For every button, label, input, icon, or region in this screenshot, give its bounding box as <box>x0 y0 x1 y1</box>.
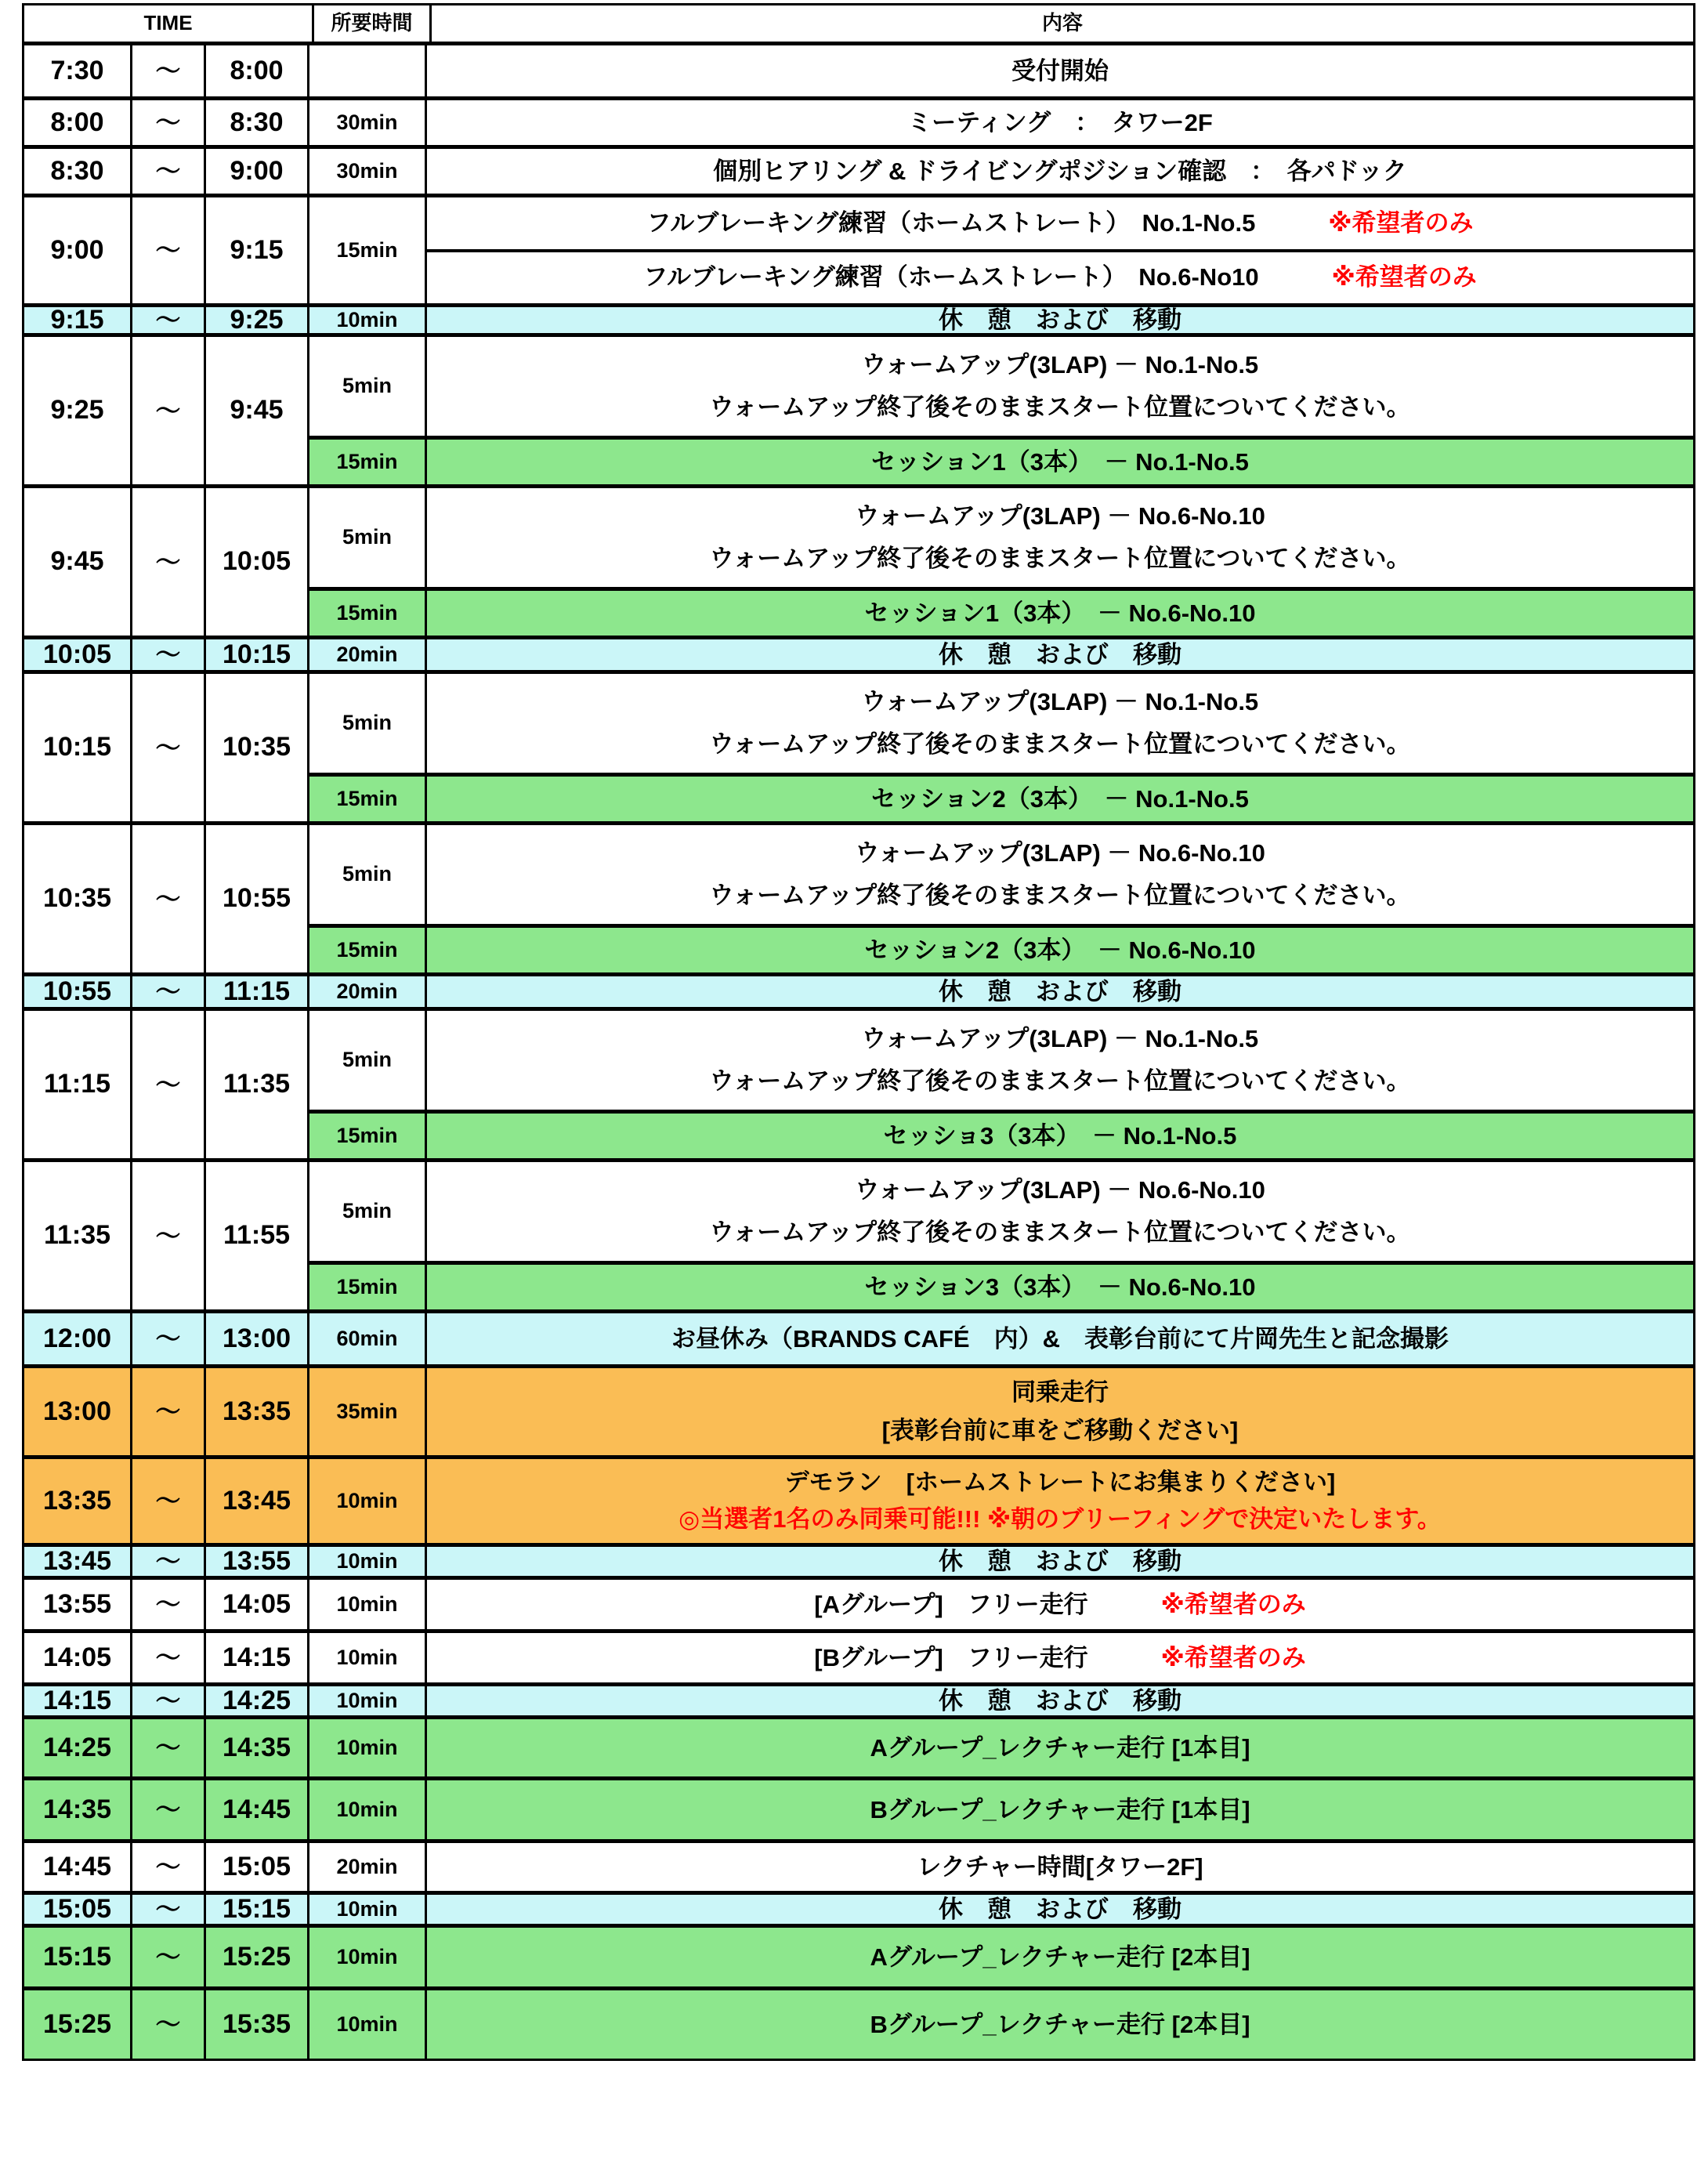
end-time-cell: 13:00 <box>206 1313 309 1364</box>
text-segment: [表彰台前に車をご移動ください] <box>881 1417 1239 1445</box>
end-time-cell: 15:25 <box>206 1928 309 1986</box>
content-cell <box>427 1843 1693 1891</box>
content-cell <box>427 1719 1693 1776</box>
duration-cell: 10min <box>309 1780 427 1839</box>
content-cell <box>427 45 1693 96</box>
content-line <box>427 448 1693 476</box>
start-time-cell: 10:05 <box>24 639 132 670</box>
end-time-cell: 10:15 <box>206 639 309 670</box>
schedule-row <box>24 670 1693 821</box>
duration-cell: 5min <box>309 1011 427 1110</box>
header-time: TIME <box>24 5 314 42</box>
start-time-cell: 10:15 <box>24 674 132 821</box>
content-subrow <box>309 1110 1693 1158</box>
duration-content-column <box>309 1162 1693 1309</box>
text-segment: フルブレーキング練習（ホームストレート） No.6-No10 <box>643 263 1332 292</box>
content-line <box>427 502 1693 531</box>
content-line <box>427 1468 1693 1497</box>
start-time-cell: 11:35 <box>24 1162 132 1309</box>
text-segment: セッション1（3本） － No.1-No.5 <box>871 447 1249 476</box>
duration-cell: 5min <box>309 488 427 587</box>
tilde-separator: ～ <box>132 1547 206 1576</box>
content-cell <box>427 307 1693 333</box>
tilde-separator: ～ <box>132 1162 206 1309</box>
start-time-cell: 12:00 <box>24 1313 132 1364</box>
content-subrow <box>427 197 1693 249</box>
duration-cell: 10min <box>309 307 427 333</box>
tilde-separator: ～ <box>132 976 206 1007</box>
content-subrow <box>309 674 1693 773</box>
tilde-separator: ～ <box>132 100 206 145</box>
text-segment: お昼休み（BRANDS CAFÉ 内）& 表彰台前にて片岡先生と記念撮影 <box>671 1324 1449 1353</box>
duration-cell: 10min <box>309 1547 427 1576</box>
end-time-cell: 14:25 <box>206 1686 309 1715</box>
content-cell <box>427 1990 1693 2059</box>
end-time-cell: 10:55 <box>206 825 309 972</box>
content-cell <box>427 777 1693 821</box>
text-segment: 休 憩 および 移動 <box>939 1686 1181 1715</box>
schedule-row <box>24 96 1693 145</box>
duration-cell: 10min <box>309 1990 427 2059</box>
duration-cell <box>309 45 427 96</box>
content-subrow <box>309 924 1693 972</box>
content-line <box>427 1176 1693 1204</box>
note-red: ◎当選者1名のみ同乗可能!!! ※朝のブリーフィングで決定いたします。 <box>678 1505 1442 1534</box>
duration-cell: 10min <box>309 1895 427 1924</box>
content-line <box>427 2011 1693 2039</box>
content-line <box>427 306 1693 335</box>
schedule-row <box>24 1158 1693 1309</box>
schedule-row <box>24 1839 1693 1891</box>
content-subrow <box>309 436 1693 484</box>
duration-content-column <box>309 488 1693 636</box>
duration-cell: 15min <box>309 928 427 972</box>
duration-content-column <box>309 337 1693 484</box>
start-time-cell: 13:55 <box>24 1580 132 1629</box>
schedule-row <box>24 1715 1693 1776</box>
content-subrow <box>309 773 1693 821</box>
text-segment: 休 憩 および 移動 <box>939 306 1181 334</box>
content-cell <box>427 1928 1693 1986</box>
schedule-rows <box>24 42 1693 2059</box>
content-line <box>427 730 1693 759</box>
note-red: ※希望者のみ <box>1331 263 1477 292</box>
schedule-row <box>24 42 1693 96</box>
tilde-separator: ～ <box>132 1928 206 1986</box>
text-segment: 同乗走行 <box>1011 1378 1109 1407</box>
text-segment: [Bグループ] フリー走行 <box>814 1643 1161 1671</box>
duration-cell: 15min <box>309 440 427 484</box>
text-segment: ウォームアップ終了後そのままスタート位置についてください。 <box>709 1219 1411 1247</box>
tilde-separator: ～ <box>132 1368 206 1455</box>
content-subrow <box>309 1162 1693 1261</box>
text-segment: ミーティング ： タワー2F <box>907 108 1213 136</box>
content-line <box>427 1853 1693 1881</box>
text-segment: 受付開始 <box>1011 56 1109 85</box>
duration-cell: 5min <box>309 825 427 924</box>
duration-cell: 35min <box>309 1368 427 1455</box>
text-segment: ウォームアップ終了後そのままスタート位置についてください。 <box>709 730 1411 759</box>
content-line <box>427 1644 1693 1672</box>
start-time-cell: 9:45 <box>24 488 132 636</box>
note-red: ※希望者のみ <box>1160 1590 1306 1618</box>
duration-cell: 20min <box>309 1843 427 1891</box>
content-cell <box>427 1313 1693 1364</box>
tilde-separator: ～ <box>132 488 206 636</box>
tilde-separator: ～ <box>132 1895 206 1924</box>
content-line <box>427 1591 1693 1619</box>
duration-cell: 15min <box>309 777 427 821</box>
schedule-row <box>24 1629 1693 1682</box>
content-line <box>427 109 1693 137</box>
text-segment: 休 憩 および 移動 <box>939 640 1181 668</box>
schedule-row <box>24 1776 1693 1839</box>
content-line <box>427 57 1693 85</box>
tilde-separator: ～ <box>132 1633 206 1682</box>
content-line <box>427 785 1693 813</box>
content-line <box>427 1896 1693 1924</box>
duration-cell: 30min <box>309 149 427 194</box>
text-segment: ウォームアップ終了後そのままスタート位置についてください。 <box>709 393 1411 422</box>
start-time-cell: 9:25 <box>24 337 132 484</box>
end-time-cell: 14:45 <box>206 1780 309 1839</box>
schedule-row <box>24 1364 1693 1455</box>
content-line <box>427 641 1693 669</box>
duration-content-column <box>309 825 1693 972</box>
end-time-cell: 9:45 <box>206 337 309 484</box>
schedule-row <box>24 1007 1693 1158</box>
text-segment: Aグループ_レクチャー走行 [2本目] <box>870 1943 1250 1971</box>
end-time-cell: 13:45 <box>206 1459 309 1543</box>
duration-cell: 5min <box>309 337 427 436</box>
content-line <box>427 1417 1693 1445</box>
text-segment: ウォームアップ(3LAP) － No.1-No.5 <box>861 1025 1259 1053</box>
header-row <box>24 5 1693 42</box>
tilde-separator: ～ <box>132 674 206 821</box>
content-cell <box>427 1114 1693 1158</box>
end-time-cell: 14:15 <box>206 1633 309 1682</box>
schedule-row <box>24 145 1693 194</box>
duration-cell: 10min <box>309 1580 427 1629</box>
duration-cell: 10min <box>309 1719 427 1776</box>
text-segment: レクチャー時間[タワー2F] <box>917 1852 1203 1881</box>
content-cell <box>427 1162 1693 1261</box>
start-time-cell: 15:15 <box>24 1928 132 1986</box>
content-cell <box>427 252 1693 304</box>
tilde-separator: ～ <box>132 825 206 972</box>
duration-cell: 15min <box>309 591 427 636</box>
duration-cell: 10min <box>309 1686 427 1715</box>
schedule-row <box>24 1455 1693 1543</box>
content-line <box>427 158 1693 186</box>
end-time-cell: 15:05 <box>206 1843 309 1891</box>
start-time-cell: 14:15 <box>24 1686 132 1715</box>
end-time-cell: 9:25 <box>206 307 309 333</box>
content-line <box>427 936 1693 965</box>
content-line <box>427 1025 1693 1053</box>
content-cell <box>427 1895 1693 1924</box>
schedule-row <box>24 194 1693 303</box>
start-time-cell: 15:05 <box>24 1895 132 1924</box>
tilde-separator: ～ <box>132 1313 206 1364</box>
tilde-separator: ～ <box>132 1719 206 1776</box>
start-time-cell: 9:00 <box>24 197 132 303</box>
text-segment: ウォームアップ終了後そのままスタート位置についてください。 <box>709 882 1411 910</box>
end-time-cell: 13:35 <box>206 1368 309 1455</box>
text-segment: ウォームアップ(3LAP) － No.6-No.10 <box>855 1176 1265 1204</box>
tilde-separator: ～ <box>132 1780 206 1839</box>
content-subrow <box>309 825 1693 924</box>
note-red: ※希望者のみ <box>1328 208 1474 237</box>
content-cell <box>427 100 1693 145</box>
text-segment: 個別ヒアリング & ドライビングポジション確認 ： 各パドック <box>713 157 1407 185</box>
content-line <box>427 1378 1693 1407</box>
end-time-cell: 10:35 <box>206 674 309 821</box>
duration-cell: 15min <box>309 197 427 303</box>
tilde-separator: ～ <box>132 1011 206 1158</box>
duration-cell: 15min <box>309 1265 427 1309</box>
content-line <box>427 599 1693 628</box>
content-cell <box>427 1633 1693 1682</box>
content-line <box>427 1067 1693 1095</box>
text-segment: Bグループ_レクチャー走行 [2本目] <box>870 2010 1250 2038</box>
duration-content-column <box>309 1011 1693 1158</box>
content-cell <box>427 1580 1693 1629</box>
text-segment: デモラン [ホームストレートにお集まりください] <box>784 1468 1336 1496</box>
content-line <box>427 1796 1693 1824</box>
tilde-separator: ～ <box>132 149 206 194</box>
duration-cell: 5min <box>309 674 427 773</box>
start-time-cell: 8:00 <box>24 100 132 145</box>
text-segment: 休 憩 および 移動 <box>939 1895 1181 1923</box>
end-time-cell: 11:55 <box>206 1162 309 1309</box>
end-time-cell: 14:05 <box>206 1580 309 1629</box>
text-segment: Aグループ_レクチャー走行 [1本目] <box>870 1733 1250 1762</box>
content-cell <box>427 197 1693 249</box>
content-subrow <box>309 1011 1693 1110</box>
content-subrow <box>309 488 1693 587</box>
text-segment: ウォームアップ(3LAP) － No.1-No.5 <box>861 688 1259 716</box>
content-line <box>427 393 1693 422</box>
content-line <box>427 688 1693 716</box>
schedule-row <box>24 1682 1693 1715</box>
start-time-cell: 10:35 <box>24 825 132 972</box>
content-cell <box>427 591 1693 636</box>
tilde-separator: ～ <box>132 1686 206 1715</box>
schedule-row <box>24 1924 1693 1986</box>
content-cell <box>427 1368 1693 1455</box>
content-subrow <box>427 249 1693 304</box>
content-line <box>427 1734 1693 1762</box>
end-time-cell: 15:15 <box>206 1895 309 1924</box>
content-line <box>427 839 1693 867</box>
end-time-cell: 9:15 <box>206 197 309 303</box>
text-segment: ウォームアップ(3LAP) － No.6-No.10 <box>855 502 1265 531</box>
duration-cell: 30min <box>309 100 427 145</box>
note-red: ※希望者のみ <box>1160 1643 1306 1671</box>
end-time-cell: 9:00 <box>206 149 309 194</box>
tilde-separator: ～ <box>132 307 206 333</box>
schedule-row <box>24 1309 1693 1364</box>
tilde-separator: ～ <box>132 1459 206 1543</box>
tilde-separator: ～ <box>132 1580 206 1629</box>
duration-cell: 20min <box>309 639 427 670</box>
text-segment: フルブレーキング練習（ホームストレート） No.1-No.5 <box>646 208 1329 237</box>
schedule-row <box>24 1891 1693 1924</box>
content-cell <box>427 928 1693 972</box>
content-line <box>427 263 1693 292</box>
text-segment: ウォームアップ(3LAP) － No.1-No.5 <box>861 351 1259 379</box>
start-time-cell: 7:30 <box>24 45 132 96</box>
text-segment: セッション2（3本） － No.1-No.5 <box>871 784 1249 813</box>
end-time-cell: 8:00 <box>206 45 309 96</box>
start-time-cell: 13:00 <box>24 1368 132 1455</box>
content-subrow <box>309 1261 1693 1309</box>
content-cell <box>427 1459 1693 1543</box>
content-cell <box>427 1780 1693 1839</box>
content-cell <box>427 639 1693 670</box>
content-line <box>427 1219 1693 1247</box>
content-line <box>427 1273 1693 1302</box>
schedule-row <box>24 303 1693 333</box>
tilde-separator: ～ <box>132 197 206 303</box>
start-time-cell: 10:55 <box>24 976 132 1007</box>
duration-content-column <box>309 674 1693 821</box>
content-cell <box>427 674 1693 773</box>
text-segment: ウォームアップ(3LAP) － No.6-No.10 <box>855 839 1265 867</box>
content-cell <box>427 1686 1693 1715</box>
text-segment: ウォームアップ終了後そのままスタート位置についてください。 <box>709 545 1411 573</box>
end-time-cell: 15:35 <box>206 1990 309 2059</box>
duration-cell: 10min <box>309 1633 427 1682</box>
tilde-separator: ～ <box>132 1990 206 2059</box>
tilde-separator: ～ <box>132 45 206 96</box>
end-time-cell: 11:35 <box>206 1011 309 1158</box>
duration-cell: 15min <box>309 1114 427 1158</box>
duration-cell: 60min <box>309 1313 427 1364</box>
schedule-row <box>24 972 1693 1007</box>
start-time-cell: 14:25 <box>24 1719 132 1776</box>
content-cell <box>427 1011 1693 1110</box>
schedule-row <box>24 1576 1693 1629</box>
start-time-cell: 14:45 <box>24 1843 132 1891</box>
content-cell <box>427 1547 1693 1576</box>
text-segment: 休 憩 および 移動 <box>939 977 1181 1005</box>
start-time-cell: 14:35 <box>24 1780 132 1839</box>
start-time-cell: 8:30 <box>24 149 132 194</box>
content-cell <box>427 825 1693 924</box>
content-line <box>427 1548 1693 1576</box>
schedule-row <box>24 484 1693 636</box>
start-time-cell: 13:35 <box>24 1459 132 1543</box>
content-column <box>427 197 1693 303</box>
header-duration: 所要時間 <box>314 5 432 42</box>
content-cell <box>427 976 1693 1007</box>
schedule-row <box>24 1986 1693 2059</box>
tilde-separator: ～ <box>132 1843 206 1891</box>
text-segment: Bグループ_レクチャー走行 [1本目] <box>870 1795 1250 1823</box>
content-subrow <box>309 587 1693 636</box>
content-cell <box>427 488 1693 587</box>
header-content: 内容 <box>1041 11 1083 35</box>
content-line <box>427 1325 1693 1353</box>
duration-cell: 5min <box>309 1162 427 1261</box>
text-segment: セッショ3（3本） － No.1-No.5 <box>883 1121 1237 1150</box>
content-cell <box>427 337 1693 436</box>
content-line <box>427 351 1693 379</box>
tilde-separator: ～ <box>132 337 206 484</box>
content-line <box>427 545 1693 573</box>
content-line <box>427 978 1693 1006</box>
end-time-cell: 14:35 <box>206 1719 309 1776</box>
text-segment: 休 憩 および 移動 <box>939 1547 1181 1575</box>
text-segment: セッション2（3本） － No.6-No.10 <box>864 936 1256 964</box>
content-line <box>427 1122 1693 1150</box>
content-line <box>427 1943 1693 1972</box>
start-time-cell: 11:15 <box>24 1011 132 1158</box>
text-segment: セッション1（3本） － No.6-No.10 <box>864 599 1256 627</box>
content-line <box>427 1687 1693 1715</box>
content-line <box>427 1505 1693 1534</box>
duration-cell: 20min <box>309 976 427 1007</box>
content-subrow <box>309 337 1693 436</box>
content-cell <box>427 149 1693 194</box>
content-line <box>427 209 1693 237</box>
schedule-row <box>24 636 1693 670</box>
tilde-separator: ～ <box>132 639 206 670</box>
content-cell <box>427 440 1693 484</box>
end-time-cell: 13:55 <box>206 1547 309 1576</box>
start-time-cell: 9:15 <box>24 307 132 333</box>
text-segment: [Aグループ] フリー走行 <box>814 1590 1161 1618</box>
end-time-cell: 10:05 <box>206 488 309 636</box>
content-line <box>427 882 1693 910</box>
schedule-row <box>24 333 1693 484</box>
duration-cell: 10min <box>309 1459 427 1543</box>
end-time-cell: 8:30 <box>206 100 309 145</box>
end-time-cell: 11:15 <box>206 976 309 1007</box>
start-time-cell: 14:05 <box>24 1633 132 1682</box>
start-time-cell: 15:25 <box>24 1990 132 2059</box>
schedule-row <box>24 821 1693 972</box>
duration-cell: 10min <box>309 1928 427 1986</box>
schedule-row <box>24 1543 1693 1576</box>
content-cell <box>427 1265 1693 1309</box>
start-time-cell: 13:45 <box>24 1547 132 1576</box>
schedule-table <box>22 3 1695 2061</box>
text-segment: ウォームアップ終了後そのままスタート位置についてください。 <box>709 1067 1411 1095</box>
text-segment: セッション3（3本） － No.6-No.10 <box>864 1273 1256 1301</box>
